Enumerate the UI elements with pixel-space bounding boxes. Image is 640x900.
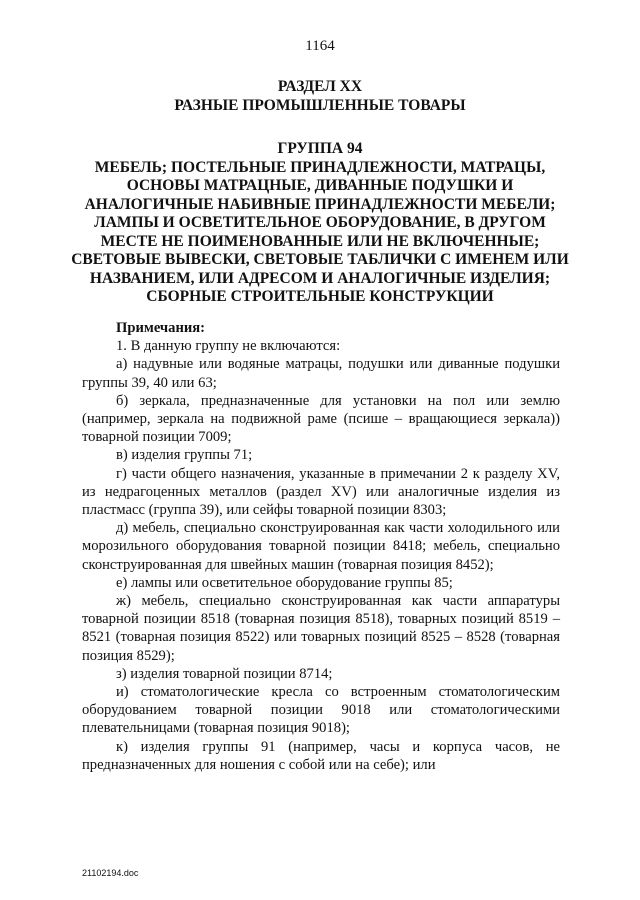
footer-filename: 21102194.doc <box>82 868 139 878</box>
note-item-k: к) изделия группы 91 (например, часы и корпуса часов, не предназначенных для ношения с собой или на себе); или <box>82 738 560 773</box>
group-title-line: МЕСТЕ НЕ ПОИМЕНОВАННЫЕ ИЛИ НЕ ВКЛЮЧЕННЫЕ; <box>100 232 540 250</box>
note-item-e: е) лампы или осветительное оборудование группы 85; <box>116 574 453 591</box>
group-title-line: АНАЛОГИЧНЫЕ НАБИВНЫЕ ПРИНАДЛЕЖНОСТИ МЕБЕЛИ; <box>84 195 556 213</box>
note-item-a: а) надувные или водяные матрацы, подушки или диванные подушки группы 39, 40 или 63; <box>82 356 560 391</box>
section-title <box>70 78 570 115</box>
note-item-g: г) части общего назначения, указанные в примечании 2 к разделу XV, из недрагоценных металлов (раздел XV) или аналогичные изделия из пластмасс (группа 39), или сейфы товарной позиции 8303; <box>82 465 560 519</box>
page-number: 1164 <box>305 38 335 54</box>
section-title-line: РАЗНЫЕ ПРОМЫШЛЕННЫЕ ТОВАРЫ <box>174 96 466 114</box>
note-item-b: б) зеркала, предназначенные для установки на пол или землю (например, зеркала на подвижной раме (псише – вращающиеся зеркала)) товарной позиции 7009; <box>82 392 560 446</box>
notes-intro: 1. В данную группу не включаются: <box>116 338 341 355</box>
note-item-d: д) мебель, специально сконструированная как части холодильного или морозильного оборудования товарной позиции 8418; мебель, специально сконструированная для швейных машин (товарная позиция 8452); <box>82 520 560 573</box>
note-item-i: и) стоматологические кресла со встроенным стоматологическим оборудованием товарной позиции 9018 или стоматологическими плевательницами (товарная позиция 9018); <box>82 684 560 737</box>
group-title-line: ОСНОВЫ МАТРАЦНЫЕ, ДИВАННЫЕ ПОДУШКИ И <box>126 177 514 194</box>
group-title-line: НАЗВАНИЕМ, ИЛИ АДРЕСОМ И АНАЛОГИЧНЫЕ ИЗДЕЛИЯ; <box>89 269 551 287</box>
note-item-zh: ж) мебель, специально сконструированная как части аппаратуры товарной позиции 8518 (товарная позиция 8518), товарных позиций 8519 – 8521 (товарная позиция 8522) или товарных позиций 8525 – 8528 (товарная позиция 8529); <box>82 593 560 664</box>
notes-heading: Примечания: <box>116 320 206 336</box>
group-title <box>70 140 570 307</box>
section-title-line: РАЗДЕЛ XX <box>277 78 363 95</box>
notes-block <box>82 319 560 774</box>
group-title-line: СВЕТОВЫЕ ВЫВЕСКИ, СВЕТОВЫЕ ТАБЛИЧКИ С ИМЕНЕМ ИЛИ <box>71 251 569 268</box>
note-item-v: в) изделия группы 71; <box>116 447 253 464</box>
note-item-z: з) изделия товарной позиции 8714; <box>116 665 333 682</box>
group-title-line: СБОРНЫЕ СТРОИТЕЛЬНЫЕ КОНСТРУКЦИИ <box>146 288 494 305</box>
group-title-line: МЕБЕЛЬ; ПОСТЕЛЬНЫЕ ПРИНАДЛЕЖНОСТИ, МАТРАЦЫ, <box>94 158 546 176</box>
group-title-line: ЛАМПЫ И ОСВЕТИТЕЛЬНОЕ ОБОРУДОВАНИЕ, В ДРУГОМ <box>94 214 546 231</box>
group-title-line: ГРУППА 94 <box>277 140 363 157</box>
